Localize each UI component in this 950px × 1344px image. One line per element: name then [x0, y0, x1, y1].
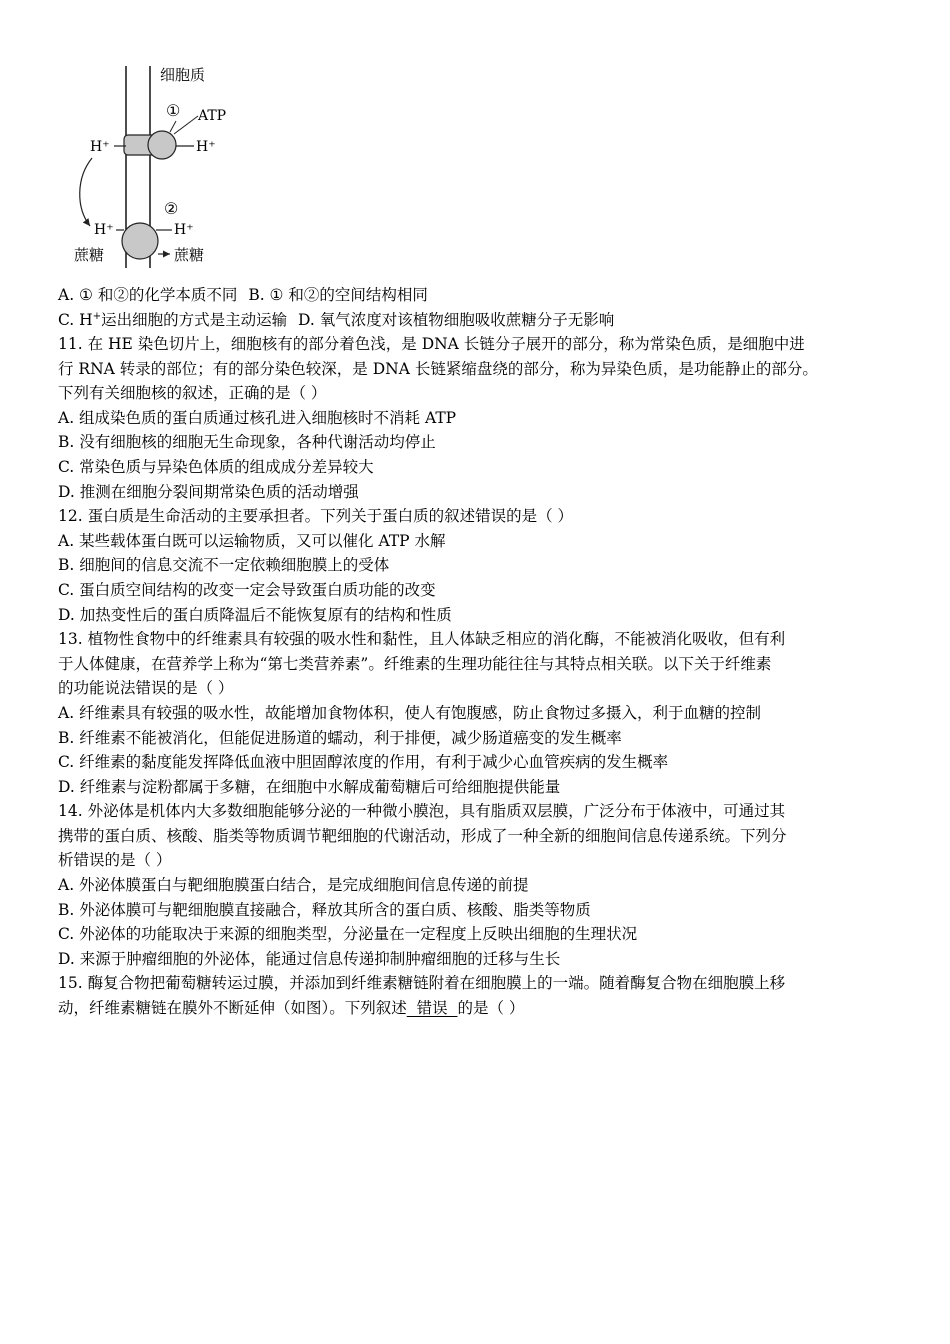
cytoplasm-label: 细胞质	[160, 66, 206, 84]
h-plus-flow-arrow	[80, 158, 92, 226]
q14-stem-line-3: 析错误的是（ ）	[58, 851, 172, 870]
q11-stem-line-3: 下列有关细胞核的叙述，正确的是（ ）	[58, 384, 327, 403]
q15-line2-suffix: 的是（ ）	[457, 999, 525, 1018]
label-circle-2: ②	[164, 199, 179, 218]
q13-stem-line-1: 13. 植物性食物中的纤维素具有较强的吸水性和黏性，且人体缺乏相应的消化酶，不能被消化吸收，但有利	[58, 630, 786, 649]
q14-option-b: B. 外泌体膜可与靶细胞膜直接融合，释放其所含的蛋白质、核酸、脂类等物质	[58, 900, 591, 919]
q14-option-d: D. 来源于肿瘤细胞的外泌体，能通过信息传递抑制肿瘤细胞的迁移与生长	[58, 949, 561, 968]
h-plus-in-bottom: H⁺	[174, 222, 194, 238]
q13-stem-line-3: 的功能说法错误的是（ ）	[58, 679, 234, 698]
h-plus-out-bottom: H⁺	[94, 222, 114, 238]
q13-option-b: B. 纤维素不能被消化，但能促进肠道的蠕动，利于排便，减少肠道癌变的发生概率	[58, 728, 622, 747]
q10-option-c-sup: +	[92, 310, 102, 322]
protein-2-cotransporter	[122, 223, 158, 259]
q10-option-c-prefix: C. H	[58, 310, 93, 329]
sucrose-label-inside: 蔗糖	[174, 246, 205, 264]
q15-line2-prefix: 动，纤维素糖链在膜外不断延伸（如图）。下列叙述	[58, 999, 407, 1018]
q12-option-b: B. 细胞间的信息交流不一定依赖细胞膜上的受体	[58, 556, 390, 575]
q13-option-a: A. 纤维素具有较强的吸水性，故能增加食物体积，使人有饱腹感，防止食物过多摄入，利于血糖的控制	[58, 703, 762, 722]
q12-option-a: A. 某些载体蛋白既可以运输物质，又可以催化 ATP 水解	[58, 531, 446, 550]
q14-stem-line-2: 携带的蛋白质、核酸、脂类等物质调节靶细胞的代谢活动，形成了一种全新的细胞间信息传递系统。下列分	[58, 826, 787, 845]
q13-stem-line-2: 于人体健康，在营养学上称为“第七类营养素”。纤维素的生理功能往往与其特点相关联。以下关于纤维素	[58, 654, 772, 673]
membrane-transport-diagram	[70, 58, 280, 278]
q13-option-d: D. 纤维素与淀粉都属于多糖，在细胞中水解成葡萄糖后可给细胞提供能量	[58, 777, 561, 796]
q12-stem-line-1: 12. 蛋白质是生命活动的主要承担者。下列关于蛋白质的叙述错误的是（ ）	[58, 507, 574, 526]
label-circle-1: ①	[166, 101, 181, 120]
q11-stem-line-2: 行 RNA 转录的部位；有的部分染色较深，是 DNA 长链紧缩盘绕的部分，称为异染色质，是功能静止的部分。	[58, 359, 818, 378]
questions-11-15	[58, 332, 898, 1021]
q10-option-a: A. ① 和②的化学本质不同	[58, 286, 238, 304]
q12-option-c: C. 蛋白质空间结构的改变一定会导致蛋白质功能的改变	[58, 580, 436, 599]
q10-option-b: B. ① 和②的空间结构相同	[248, 286, 428, 304]
atp-label: ATP	[198, 108, 227, 124]
question-10-options	[58, 283, 898, 332]
q15-underlined-word: 错误	[406, 999, 458, 1018]
q15-stem-line-1: 15. 酶复合物把葡萄糖转运过膜，并添加到纤维素糖链附着在细胞膜上的一端。随着酶复合物在细胞膜上移	[58, 974, 786, 993]
q14-stem-line-1: 14. 外泌体是机体内大多数细胞能够分泌的一种微小膜泡，具有脂质双层膜，广泛分布于体液中，可通过其	[58, 802, 786, 821]
q11-stem-line-1: 11. 在 HE 染色切片上，细胞核有的部分着色浅，是 DNA 长链分子展开的部分，称为常染色质，是细胞中进	[58, 335, 805, 353]
h-plus-out-top: H⁺	[90, 139, 110, 155]
q14-option-a: A. 外泌体膜蛋白与靶细胞膜蛋白结合，是完成细胞间信息传递的前提	[58, 876, 529, 895]
sucrose-label-outside: 蔗糖	[74, 246, 105, 264]
q11-option-c: C. 常染色质与异染色体质的组成成分差异较大	[58, 457, 374, 476]
q12-option-d: D. 加热变性后的蛋白质降温后不能恢复原有的结构和性质	[58, 605, 452, 624]
q11-option-d: D. 推测在细胞分裂间期常染色质的活动增强	[58, 482, 359, 501]
q10-option-c-rest: 运出细胞的方式是主动运输	[101, 310, 288, 329]
q14-option-c: C. 外泌体的功能取决于来源的细胞类型，分泌量在一定程度上反映出细胞的生理状况	[58, 925, 638, 944]
q15-stem-line-2	[58, 996, 898, 1021]
h-plus-in-top: H⁺	[196, 139, 216, 155]
q13-option-c: C. 纤维素的黏度能发挥降低血液中胆固醇浓度的作用，有利于减少心血管疾病的发生概率	[58, 753, 669, 772]
q11-option-a: A. 组成染色质的蛋白质通过核孔进入细胞核时不消耗 ATP	[58, 408, 457, 427]
q11-option-b: B. 没有细胞核的细胞无生命现象，各种代谢活动均停止	[58, 433, 436, 452]
q10-option-d: D. 氧气浓度对该植物细胞吸收蔗糖分子无影响	[298, 310, 615, 329]
